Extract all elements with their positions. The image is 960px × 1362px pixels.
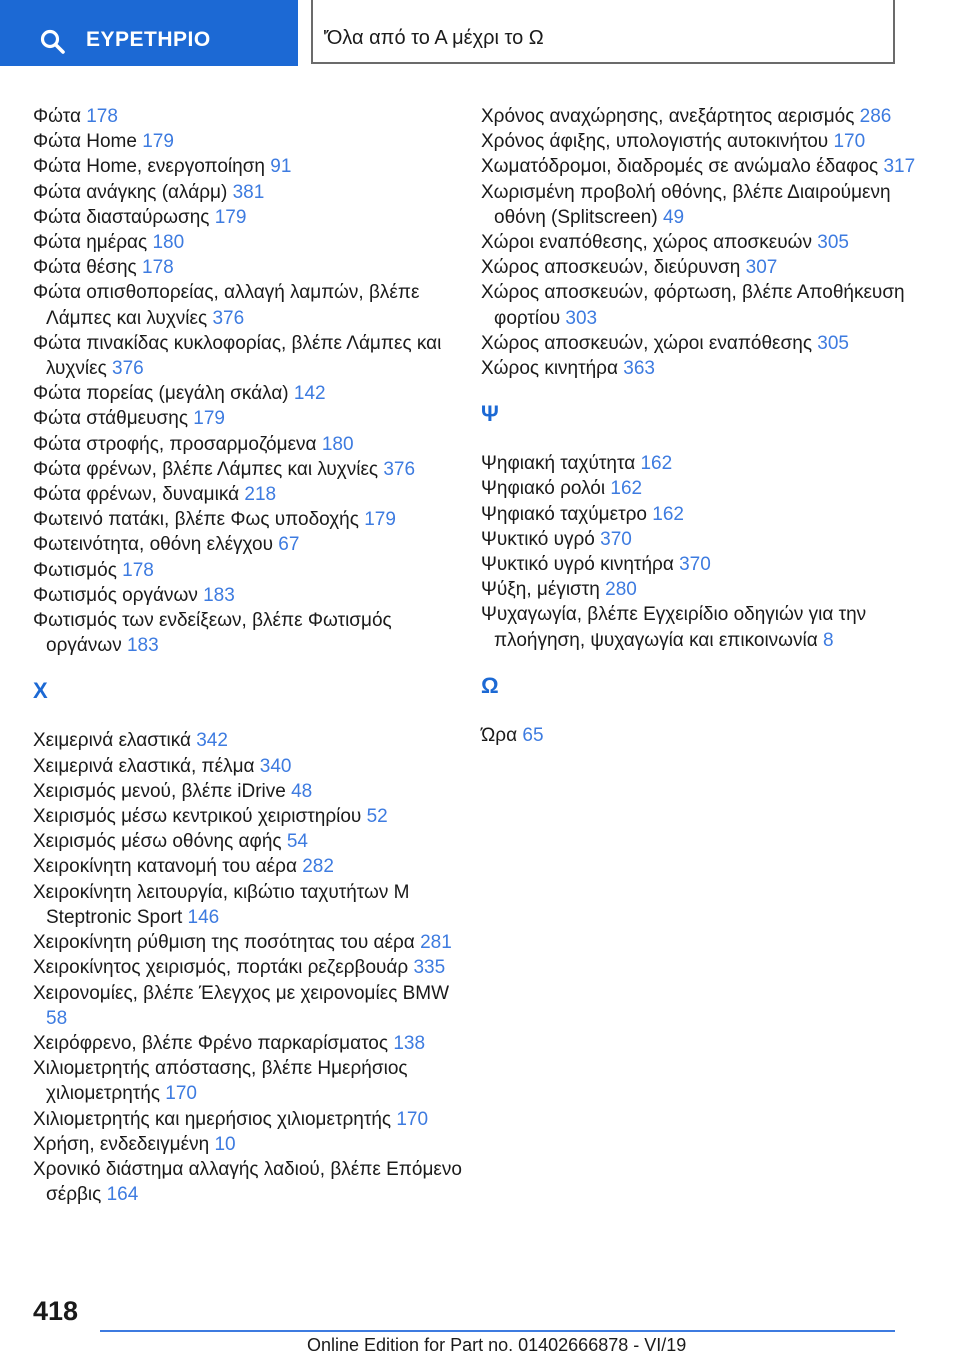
page-link[interactable]: 162	[640, 453, 673, 475]
index-entry	[481, 129, 921, 154]
index-entry	[33, 583, 463, 608]
index-entry-text: Χρόνος άφιξης, υπολογιστής αυτοκινήτου	[481, 131, 834, 153]
index-entry-text: Χειρόφρενο, βλέπε Φρένο παρκαρίσματος	[33, 1032, 394, 1054]
index-entry-text: Χωματόδρομοι, διαδρομές σε ανώμαλο έδαφος	[481, 156, 884, 178]
index-entry-text: Ώρα	[481, 724, 523, 746]
index-entry-text: Φωτισμός οργάνων	[33, 584, 204, 606]
index-entry	[33, 608, 463, 658]
page-link[interactable]: 180	[321, 433, 354, 455]
index-entry	[33, 280, 463, 330]
page-link[interactable]: 180	[152, 232, 185, 254]
index-entry	[33, 754, 463, 779]
index-entry	[481, 451, 921, 476]
edition-text: Online Edition for Part no. 01402666878 - VI/19	[307, 1335, 687, 1355]
index-entry-text: Ψύξη, μέγιστη	[481, 579, 606, 601]
page-link[interactable]: 178	[86, 106, 118, 127]
index-entry-text: Χώροι εναπόθεσης, χώρος αποσκευών	[481, 232, 818, 254]
index-entry-text: Χειροκίνητη λειτουργία, κιβώτιο ταχυτήτων M Steptronic Sport	[33, 881, 410, 928]
index-entry	[33, 854, 463, 879]
index-entry-text: Φώτα Home, ενεργοποίηση	[33, 156, 271, 178]
page-link[interactable]: 142	[293, 383, 326, 405]
index-entry	[33, 457, 463, 482]
page-link[interactable]: 170	[833, 131, 866, 153]
page-link[interactable]: 303	[565, 307, 598, 329]
page-link[interactable]: 179	[214, 206, 247, 228]
index-entry	[33, 955, 463, 980]
page-link[interactable]: 218	[244, 484, 277, 506]
index-entry	[33, 779, 463, 804]
page-link[interactable]: 381	[232, 181, 265, 203]
page-link[interactable]: 370	[679, 554, 711, 576]
index-entry-text: Φώτα οπισθοπορείας, αλλαγή λαμπών, βλέπε Λάμπες και λυχνίες	[33, 282, 420, 329]
index-entry	[481, 104, 921, 129]
page-link[interactable]: 178	[122, 559, 154, 581]
index-entry	[33, 1056, 463, 1106]
index-entry-text: Χώρος αποσκευών, διεύρυνση	[481, 257, 746, 279]
page-link[interactable]: 280	[605, 579, 637, 601]
footer-divider	[100, 1330, 895, 1332]
page-link[interactable]: 170	[165, 1083, 197, 1105]
page-link[interactable]: 10	[214, 1133, 236, 1155]
index-entry	[33, 381, 463, 406]
section-letter: Ψ	[481, 401, 499, 427]
index-entry	[481, 552, 921, 577]
page-link[interactable]: 58	[46, 1007, 68, 1029]
page-link[interactable]: 179	[193, 408, 225, 430]
index-entry-text: Φώτα φρένων, δυναμικά	[33, 484, 245, 506]
page-link[interactable]: 54	[286, 831, 308, 853]
index-entry-text: Φωτεινότητα, οθόνη ελέγχου	[33, 534, 279, 556]
page-number: 418	[33, 1296, 79, 1326]
index-entry	[33, 104, 463, 129]
index-entry-text: Χειρισμός μέσω κεντρικού χειριστηρίου	[33, 806, 367, 828]
index-entry-text: Φωτισμός	[33, 559, 123, 581]
page-link[interactable]: 48	[291, 780, 313, 802]
index-entry	[33, 482, 463, 507]
index-entry	[33, 930, 463, 955]
index-entry	[33, 804, 463, 829]
index-entry	[33, 406, 463, 431]
page-link[interactable]: 282	[302, 856, 334, 878]
index-entry	[481, 280, 921, 330]
index-entry-text: Φώτα ανάγκης (αλάρμ)	[33, 181, 233, 203]
index-entry-text: Φώτα Home	[33, 131, 143, 153]
index-entry-text: Χώρος κινητήρα	[481, 358, 624, 380]
page-link[interactable]: 170	[396, 1108, 429, 1130]
index-entry	[33, 728, 463, 753]
index-entry-text: Χιλιομετρητής απόστασης, βλέπε Ημερήσιος χιλιομετρητής	[33, 1058, 408, 1105]
index-entry	[481, 356, 921, 381]
index-tab-label: ΕΥΡΕΤΗΡΙΟ	[86, 28, 211, 51]
index-entry-text: Χιλιομετρητής και ημερήσιος χιλιομετρητής	[33, 1108, 397, 1130]
page-link[interactable]: 183	[126, 635, 159, 657]
index-entry	[33, 331, 463, 381]
index-entry-text: Χώρος αποσκευών, χώροι εναπόθεσης	[481, 332, 818, 354]
page-link[interactable]: 376	[212, 307, 245, 329]
index-entry-text: Χειρισμός μενού, βλέπε iDrive	[33, 780, 292, 802]
index-entry	[33, 1107, 463, 1132]
search-icon	[40, 29, 66, 55]
index-entry	[481, 502, 921, 527]
page-link[interactable]: 370	[600, 528, 632, 550]
index-entry-text: Φώτα πινακίδας κυκλοφορίας, βλέπε Λάμπες και λυχνίες	[33, 332, 442, 380]
index-entry-text: Χρόνος αναχώρησης, ανεξάρτητος αερισμός	[481, 106, 860, 127]
index-entry-text: Χειμερινά ελαστικά, πέλμα	[33, 755, 260, 777]
index-entry-text: Χειροκίνητος χειρισμός, πορτάκι ρεζερβουάρ	[33, 957, 414, 979]
index-entry	[481, 255, 921, 280]
header-subtitle: 'Όλα από το Α μέχρι το Ω	[323, 27, 544, 49]
index-entry	[33, 1157, 463, 1207]
index-entry	[481, 180, 921, 230]
index-entry-text: Φώτα διασταύρωσης	[33, 206, 215, 228]
index-entry-text: Φωτισμός των ενδείξεων, βλέπε Φωτισμός οργάνων	[33, 610, 392, 657]
index-entry-text: Χώρος αποσκευών, φόρτωση, βλέπε Αποθήκευση φορτίου	[481, 282, 905, 329]
page-link[interactable]: 305	[817, 232, 849, 254]
page-link[interactable]: 317	[883, 156, 916, 178]
index-entry	[33, 154, 463, 179]
section-letter: Χ	[33, 678, 48, 704]
index-entry-text: Χρήση, ενδεδειγμένη	[33, 1133, 215, 1155]
index-entry	[481, 331, 921, 356]
index-entry	[33, 180, 463, 205]
index-entry-text: Ψηφιακό ρολόι	[481, 478, 611, 500]
index-entry-text: Ψηφιακό ταχύμετρο	[481, 503, 653, 525]
index-entry	[33, 507, 463, 532]
index-entry	[33, 1031, 463, 1056]
page-link[interactable]: 178	[142, 257, 174, 279]
index-entry	[33, 558, 463, 583]
index-entry-text: Ψηφιακή ταχύτητα	[481, 453, 641, 475]
index-entry-text: Φώτα στάθμευσης	[33, 408, 194, 430]
index-tab[interactable]	[0, 0, 298, 66]
index-entry	[33, 230, 463, 255]
page-link[interactable]: 138	[393, 1032, 426, 1054]
index-entry	[33, 829, 463, 854]
page-link[interactable]: 342	[196, 730, 228, 752]
page-link[interactable]: 305	[817, 332, 849, 354]
index-entry	[481, 476, 921, 501]
index-entry-text: Χειροκίνητη κατανομή του αέρα	[33, 856, 303, 878]
page-link[interactable]: 376	[112, 358, 144, 380]
index-entry	[481, 723, 921, 748]
index-entry	[33, 880, 463, 930]
page-link[interactable]: 52	[366, 806, 388, 828]
page-link[interactable]: 164	[106, 1184, 139, 1206]
index-entry	[481, 602, 921, 652]
page-link[interactable]: 286	[859, 106, 892, 127]
page-link[interactable]: 67	[278, 534, 300, 556]
index-entry-text: Φώτα	[33, 106, 87, 127]
page-link[interactable]: 281	[420, 932, 452, 954]
index-entry	[33, 255, 463, 280]
index-entry-text: Χειμερινά ελαστικά	[33, 730, 197, 752]
index-entry-text: Ψυχαγωγία, βλέπε Εγχειρίδιο οδηγιών για την πλοήγηση, ψυχαγωγία και επικοινωνία	[481, 604, 867, 651]
index-entry-text: Ψυκτικό υγρό	[481, 528, 601, 550]
index-entry	[481, 230, 921, 255]
index-entry	[33, 129, 463, 154]
index-entry-text: Χειρισμός μέσω οθόνης αφής	[33, 831, 287, 853]
index-entry-text: Ψυκτικό υγρό κινητήρα	[481, 554, 680, 576]
index-entry-text: Φώτα φρένων, βλέπε Λάμπες και λυχνίες	[33, 458, 384, 480]
page-link[interactable]: 91	[270, 156, 292, 178]
index-entry	[481, 154, 921, 179]
index-column-right	[481, 104, 921, 748]
index-entry-text: Χωρισμένη προβολή οθόνης, βλέπε Διαιρούμενη οθόνη (Splitscreen)	[481, 181, 891, 228]
page-link[interactable]: 179	[142, 131, 174, 153]
page-link[interactable]: 340	[259, 755, 292, 777]
index-entry-text: Φώτα θέσης	[33, 257, 142, 279]
page-link[interactable]: 65	[522, 724, 544, 746]
page-link[interactable]: 376	[383, 458, 416, 480]
page-link[interactable]: 179	[364, 509, 396, 531]
page-link[interactable]: 307	[745, 257, 778, 279]
index-entry-text: Φώτα πορείας (μεγάλη σκάλα)	[33, 383, 294, 405]
index-entry-text: Φώτα στροφής, προσαρμοζόμενα	[33, 433, 322, 455]
page-link[interactable]: 162	[610, 478, 643, 500]
index-entry	[33, 532, 463, 557]
section-letter: Ω	[481, 672, 499, 698]
index-column-left	[33, 104, 463, 1207]
index-entry	[33, 432, 463, 457]
index-entry	[481, 527, 921, 552]
page-link[interactable]: 335	[413, 957, 446, 979]
index-entry	[33, 205, 463, 230]
page-link[interactable]: 49	[662, 206, 685, 228]
index-entry-text: Χειροκίνητη ρύθμιση της ποσότητας του αέρα	[33, 932, 421, 954]
index-entry	[33, 981, 463, 1031]
header-subtitle-box	[311, 0, 895, 64]
index-entry-text: Χρονικό διάστημα αλλαγής λαδιού, βλέπε Επόμενο σέρβις	[33, 1158, 462, 1206]
index-entry-text: Φώτα ημέρας	[33, 232, 153, 254]
index-entry-text: Χειρονομίες, βλέπε Έλεγχος με χειρονομίες BMW	[33, 982, 450, 1004]
index-entry	[33, 1132, 463, 1157]
page-link[interactable]: 162	[652, 503, 684, 525]
index-entry	[481, 577, 921, 602]
page-link[interactable]: 8	[823, 629, 834, 651]
page-link[interactable]: 363	[623, 358, 655, 380]
page-link[interactable]: 183	[203, 584, 235, 606]
index-entry-text: Φωτεινό πατάκι, βλέπε Φως υποδοχής	[33, 509, 365, 531]
page-link[interactable]: 146	[187, 906, 220, 928]
